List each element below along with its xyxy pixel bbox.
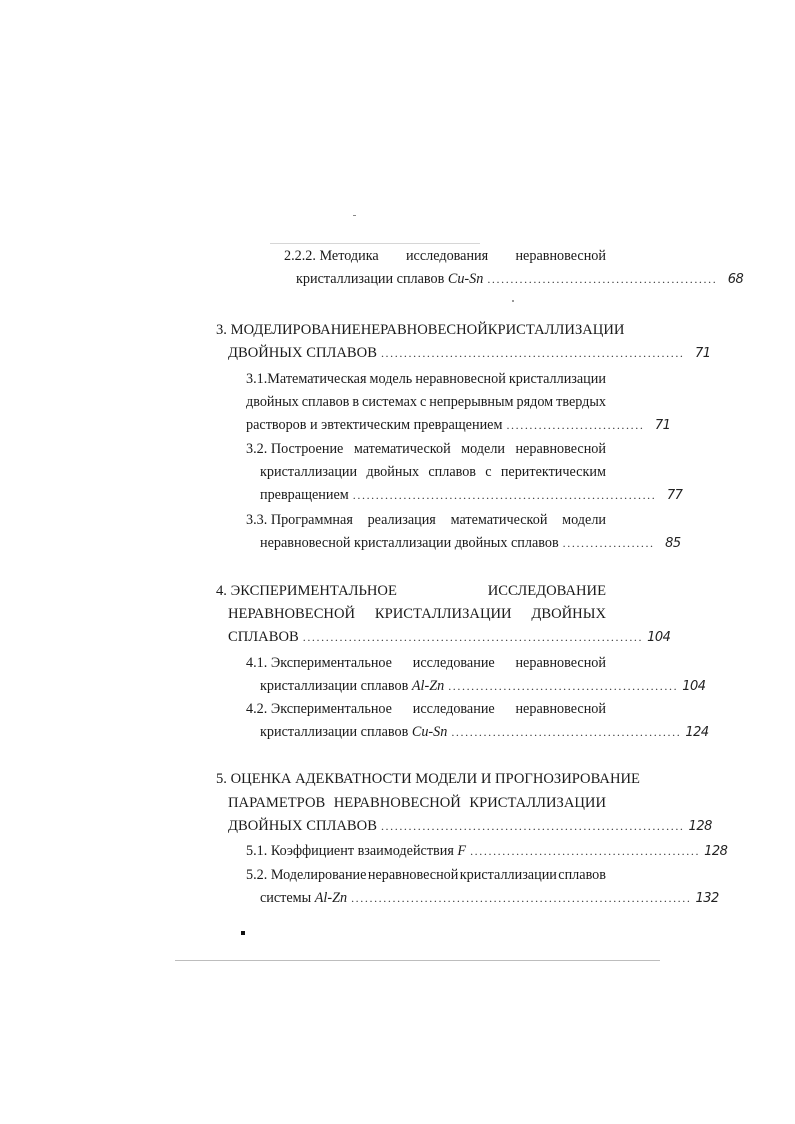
dot-leader: .................................................................. xyxy=(352,488,657,502)
dot-leader: .............................. xyxy=(506,418,645,432)
dot-leader: .................................................. xyxy=(448,679,679,693)
toc-chapter-4-line2: НЕРАВНОВЕСНОЙ КРИСТАЛЛИЗАЦИИ ДВОЙНЫХ xyxy=(228,606,606,622)
toc-entry-4-2-line2: кристаллизации сплавов Cu-Sn .................................................. 124 xyxy=(260,724,709,740)
page-number: 104 xyxy=(682,679,706,694)
scan-faint-line xyxy=(270,243,480,244)
dot-leader: .................................................. xyxy=(487,272,718,286)
toc-entry-3-2-line1: 3.2. Построение математической модели неравновесной xyxy=(246,441,606,457)
toc-entry-3-1-line1: 3.1.Математическая модель неравновесной кристаллизации xyxy=(246,371,606,387)
toc-chapter-4-line1: 4. ЭКСПЕРИМЕНТАЛЬНОЕ ИССЛЕДОВАНИЕ xyxy=(216,583,606,599)
toc-chapter-3-line1: 3. МОДЕЛИРОВАНИЕ НЕРАВНОВЕСНОЙ КРИСТАЛЛИЗАЦИИ xyxy=(216,322,625,338)
toc-entry-2-2-2-line2: кристаллизации сплавов Cu-Sn .................................................. 68 xyxy=(296,271,744,287)
toc-entry-3-1-line3: растворов и эвтектическим превращением .............................. 71 xyxy=(246,417,671,433)
scan-speck xyxy=(512,300,514,302)
toc-entry-3-3-line2: неравновесной кристаллизации двойных сплавов .................... 85 xyxy=(260,535,681,551)
toc-chapter-4-line3: СПЛАВОВ .......................................................................... 104 xyxy=(228,629,671,645)
toc-chapter-5-line2: ПАРАМЕТРОВ НЕРАВНОВЕСНОЙ КРИСТАЛЛИЗАЦИИ xyxy=(228,795,606,811)
toc-entry-2-2-2-line1: 2.2.2. Методика исследования неравновесной xyxy=(284,248,606,264)
page-number: 124 xyxy=(685,725,709,740)
dot-leader: .................................................................. xyxy=(380,346,685,360)
toc-entry-5-2-line2: системы Al-Zn .......................................................................... 132 xyxy=(260,890,719,906)
toc-entry-4-1-line2: кристаллизации сплавов Al-Zn .................................................. 104 xyxy=(260,678,706,694)
toc-chapter-3-line2: ДВОЙНЫХ СПЛАВОВ .................................................................. 71 xyxy=(228,345,711,361)
toc-entry-5-1: 5.1. Коэффициент взаимодействия F .................................................. 128 xyxy=(246,843,728,859)
page-number: 71 xyxy=(654,418,671,433)
page-number: 85 xyxy=(665,536,681,551)
dot-leader: .................................................................. xyxy=(380,819,685,833)
dot-leader: .................................................. xyxy=(470,844,701,858)
toc-chapter-5-line1: 5. ОЦЕНКА АДЕКВАТНОСТИ МОДЕЛИ И ПРОГНОЗИРОВАНИЕ xyxy=(216,771,640,787)
toc-entry-3-3-line1: 3.3. Программная реализация математической модели xyxy=(246,512,606,528)
toc-entry-3-2-line2: кристаллизации двойных сплавов с перитектическим xyxy=(260,464,606,480)
scan-speck xyxy=(353,215,356,216)
toc-entry-3-2-line3: превращением .................................................................. 77 xyxy=(260,487,683,503)
page-number: 128 xyxy=(704,844,728,859)
toc-chapter-5-line3: ДВОЙНЫХ СПЛАВОВ .................................................................. 128 xyxy=(228,818,712,834)
dot-leader: .......................................................................... xyxy=(302,630,644,644)
dot-leader: .................................................. xyxy=(451,725,682,739)
scan-speck xyxy=(241,931,245,935)
page-number: 68 xyxy=(727,272,744,287)
page-number: 77 xyxy=(666,488,683,503)
toc-entry-4-2-line1: 4.2. Экспериментальное исследование неравновесной xyxy=(246,701,606,717)
page-number: 132 xyxy=(695,891,719,906)
toc-entry-5-2-line1: 5.2. Моделирование неравновесной кристаллизации сплавов xyxy=(246,867,606,883)
scan-edge-line xyxy=(175,960,660,961)
page-number: 128 xyxy=(688,819,712,834)
dot-leader: .................... xyxy=(562,536,655,550)
dot-leader: .......................................................................... xyxy=(351,891,692,905)
page-number: 71 xyxy=(695,346,711,361)
page-number: 104 xyxy=(647,630,671,645)
toc-entry-4-1-line1: 4.1. Экспериментальное исследование неравновесной xyxy=(246,655,606,671)
toc-entry-3-1-line2: двойных сплавов в системах с непрерывным рядом твердых xyxy=(246,394,606,410)
